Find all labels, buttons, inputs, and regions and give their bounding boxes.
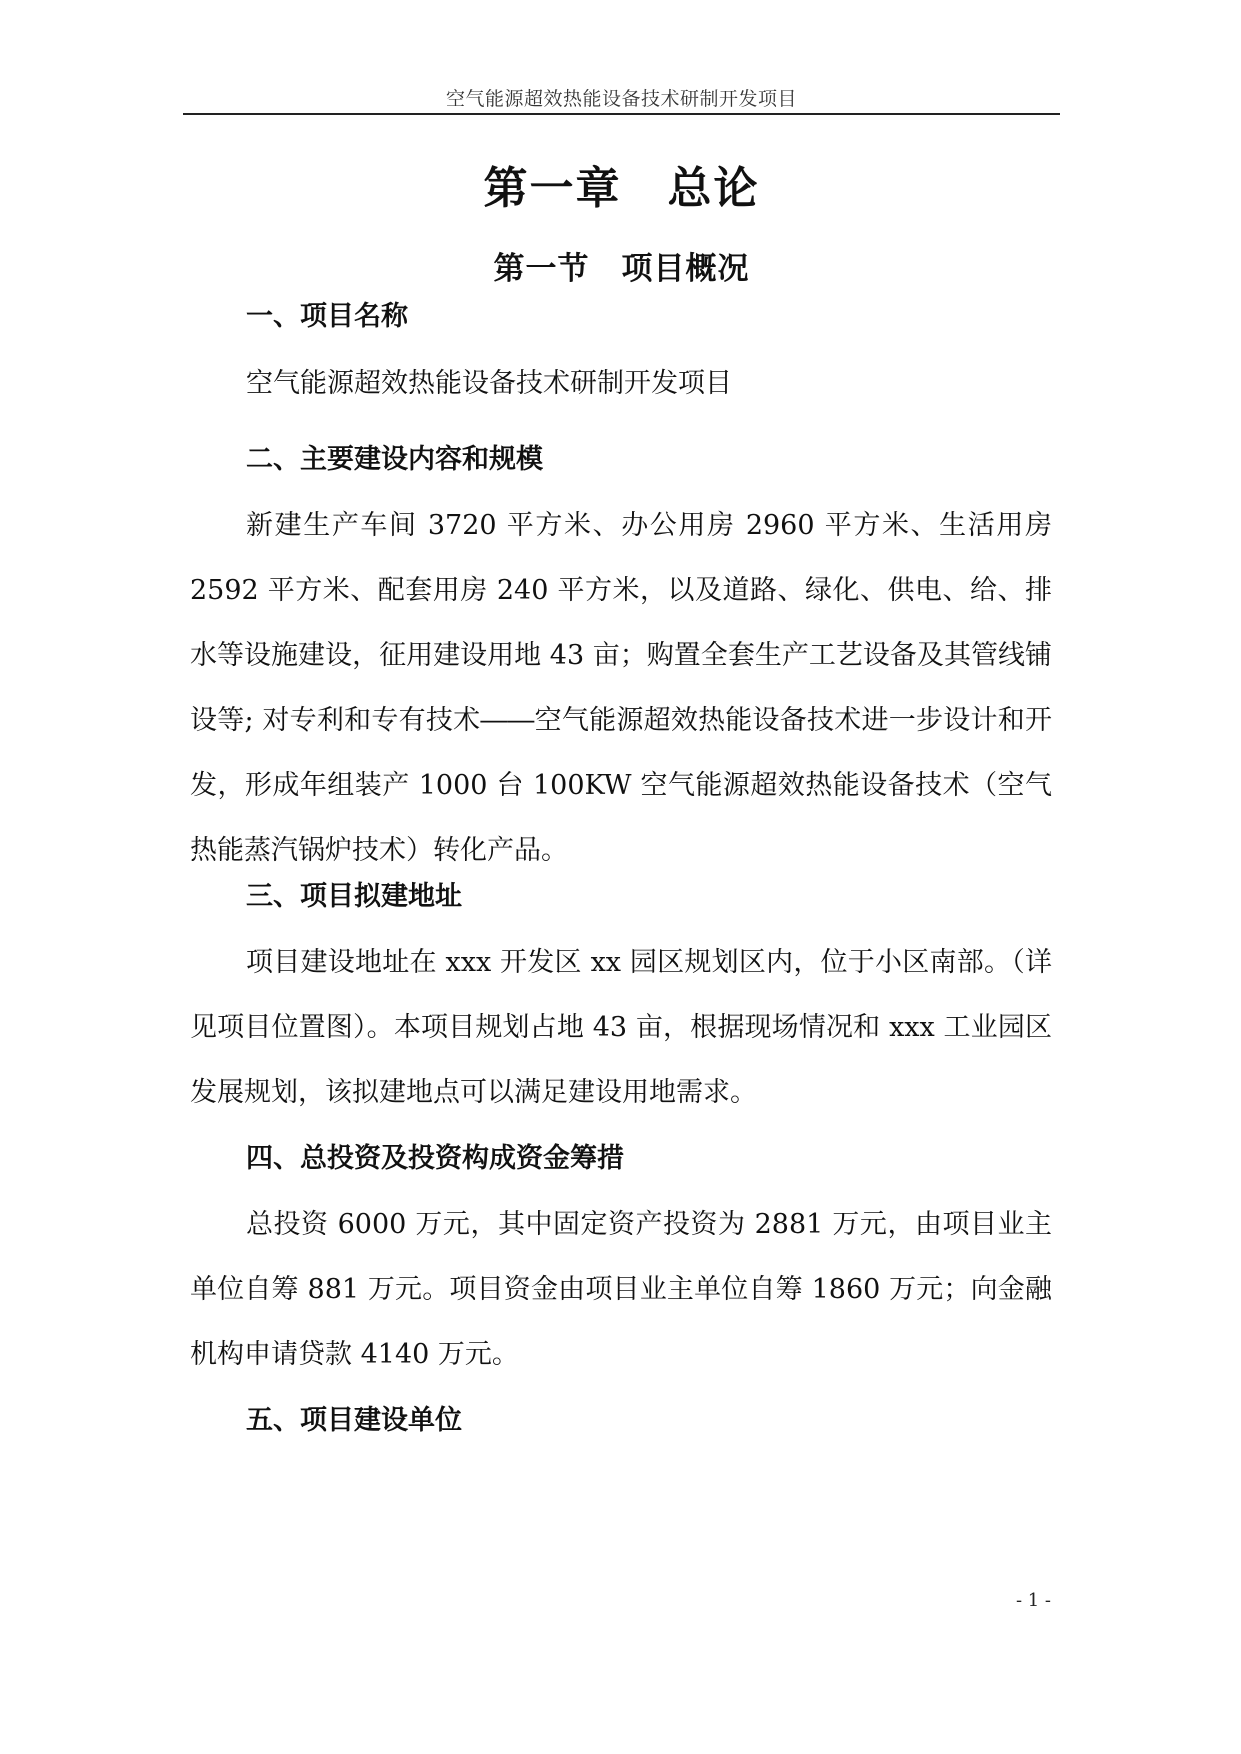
heading-construction-unit: 五、项目建设单位	[246, 1405, 462, 1436]
paragraph-construction-scope: 新建生产车间 3720 平方米、办公用房 2960 平方米、生活用房 2592 平方米、配套用房 240 平方米，以及道路、绿化、供电、给、排水等设施建设，征用建设用地 43 亩；购置全套生产工艺设备及其管线铺设等; 对专利和专有技术――空气能源超效热能设备技术进一步设计和开发，形成年组装产 1000 台 100KW 空气能源超效热能设备技术（空气热能蒸汽锅炉技术）转化产品。	[190, 510, 1052, 866]
section-title: 第一节 项目概况	[493, 251, 750, 287]
chapter-title: 第一章 总论	[483, 163, 760, 214]
page-number: - 1 -	[1015, 1590, 1051, 1611]
heading-investment: 四、总投资及投资构成资金筹措	[246, 1143, 624, 1174]
heading-construction-scope: 二、主要建设内容和规模	[246, 444, 543, 475]
paragraph-site-location: 项目建设地址在 xxx 开发区 xx 园区规划区内，位于小区南部。（详见项目位置图）。本项目规划占地 43 亩，根据现场情况和 xxx 工业园区发展规划，该拟建地点可以满足建设用地需求。	[190, 947, 1052, 1108]
paragraph-investment: 总投资 6000 万元，其中固定资产投资为 2881 万元，由项目业主单位自筹 881 万元。项目资金由项目业主单位自筹 1860 万元；向金融机构申请贷款 4140 万元。	[190, 1209, 1052, 1370]
header-divider	[183, 113, 1060, 115]
running-header: 空气能源超效热能设备技术研制开发项目	[445, 88, 797, 110]
heading-site-location: 三、项目拟建地址	[246, 881, 462, 912]
paragraph-project-name: 空气能源超效热能设备技术研制开发项目	[246, 368, 732, 399]
heading-project-name: 一、项目名称	[246, 301, 408, 332]
